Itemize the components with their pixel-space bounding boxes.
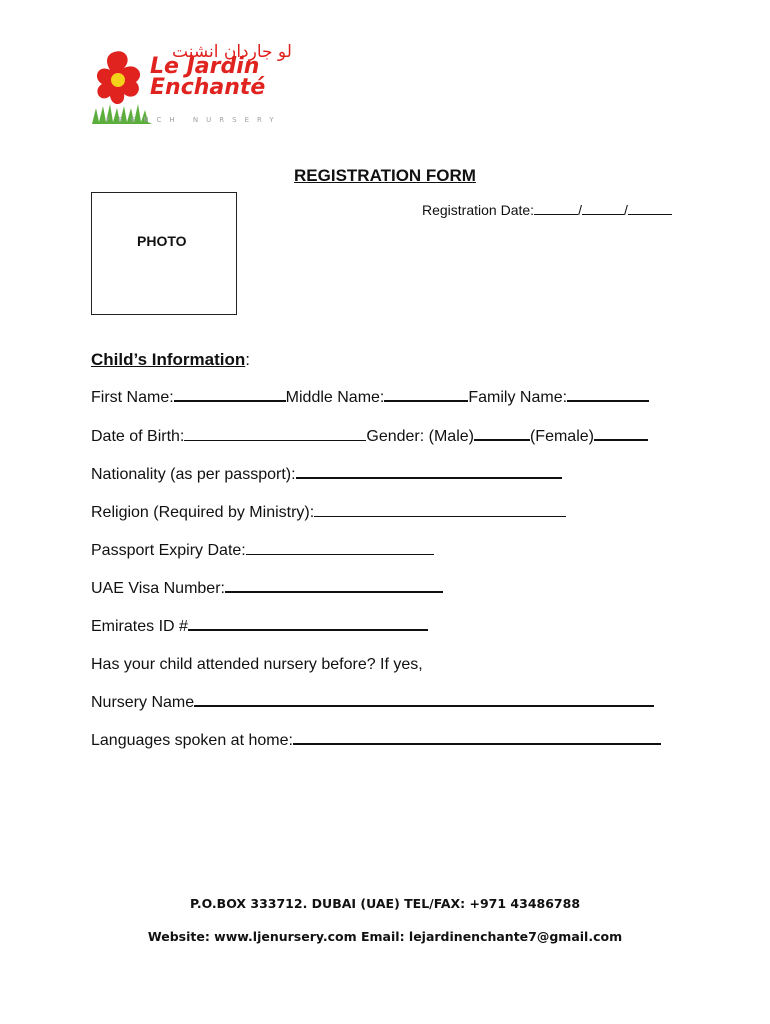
languages-row [91, 732, 661, 750]
first-name-field[interactable] [174, 399, 286, 402]
registration-date-label: Registration Date: [422, 202, 535, 218]
nursery-name-field[interactable] [194, 704, 654, 707]
form-title: REGISTRATION FORM [294, 166, 476, 185]
emirates-id-label: Emirates ID # [91, 618, 188, 635]
registration-date: Registration Date: / / [422, 202, 672, 218]
dob-label: Date of Birth: [91, 428, 185, 445]
passport-expiry-field[interactable] [246, 553, 434, 555]
gender-male-field[interactable] [474, 438, 530, 441]
logo-brand-line2: Enchanté [150, 75, 266, 100]
nursery-name-row [91, 694, 654, 712]
name-row [91, 389, 649, 407]
family-name-field[interactable] [567, 399, 649, 402]
nationality-row [91, 466, 562, 484]
section-title-colon: : [245, 350, 250, 369]
attended-nursery-label: Has your child attended nursery before? If yes, [91, 656, 423, 673]
logo-arabic-text: لو جاردان انشنت [172, 42, 292, 62]
photo-label: PHOTO [137, 233, 187, 249]
religion-field[interactable] [314, 515, 566, 517]
uae-visa-row [91, 580, 443, 598]
section-title-text: Child’s Information [91, 350, 246, 369]
footer-address: P.O.BOX 333712. DUBAI (UAE) TEL/FAX: +971 43486788 [189, 896, 581, 911]
gender-female-label: (Female) [529, 428, 594, 445]
passport-expiry-label: Passport Expiry Date: [91, 542, 246, 559]
logo-brand-text [150, 56, 265, 98]
dob-gender-row [91, 428, 648, 446]
nationality-label: Nationality (as per passport): [91, 466, 296, 483]
logo-tagline: FRENCH NURSERY [106, 116, 282, 124]
reg-day-blank[interactable] [534, 213, 578, 215]
dob-field[interactable] [184, 439, 366, 441]
emirates-id-field[interactable] [188, 628, 428, 631]
logo-brand-line1: Le Jardin [150, 54, 260, 79]
languages-field[interactable] [293, 742, 661, 745]
footer-contact: Website: www.ljenursery.com Email: lejardinenchante7@gmail.com [147, 929, 623, 944]
religion-label: Religion (Required by Ministry): [91, 504, 315, 521]
middle-name-field[interactable] [384, 399, 468, 402]
middle-name-label: Middle Name: [285, 389, 385, 406]
languages-label: Languages spoken at home: [91, 732, 293, 749]
photo-box[interactable] [91, 192, 237, 315]
emirates-id-row [91, 618, 428, 636]
nursery-name-label: Nursery Name [91, 694, 195, 711]
gender-female-field[interactable] [594, 438, 648, 441]
section-title [91, 350, 250, 370]
religion-row [91, 504, 566, 522]
passport-expiry-row [91, 542, 434, 560]
nationality-field[interactable] [296, 476, 562, 479]
uae-visa-field[interactable] [225, 590, 443, 593]
nursery-logo [92, 42, 312, 128]
flower-icon [92, 48, 152, 124]
attended-nursery-row [91, 656, 423, 674]
reg-year-blank[interactable] [628, 213, 672, 215]
gender-male-label: Gender: (Male) [366, 428, 474, 445]
family-name-label: Family Name: [468, 389, 568, 406]
reg-month-blank[interactable] [582, 213, 624, 215]
uae-visa-label: UAE Visa Number: [91, 580, 225, 597]
first-name-label: First Name: [91, 389, 174, 406]
